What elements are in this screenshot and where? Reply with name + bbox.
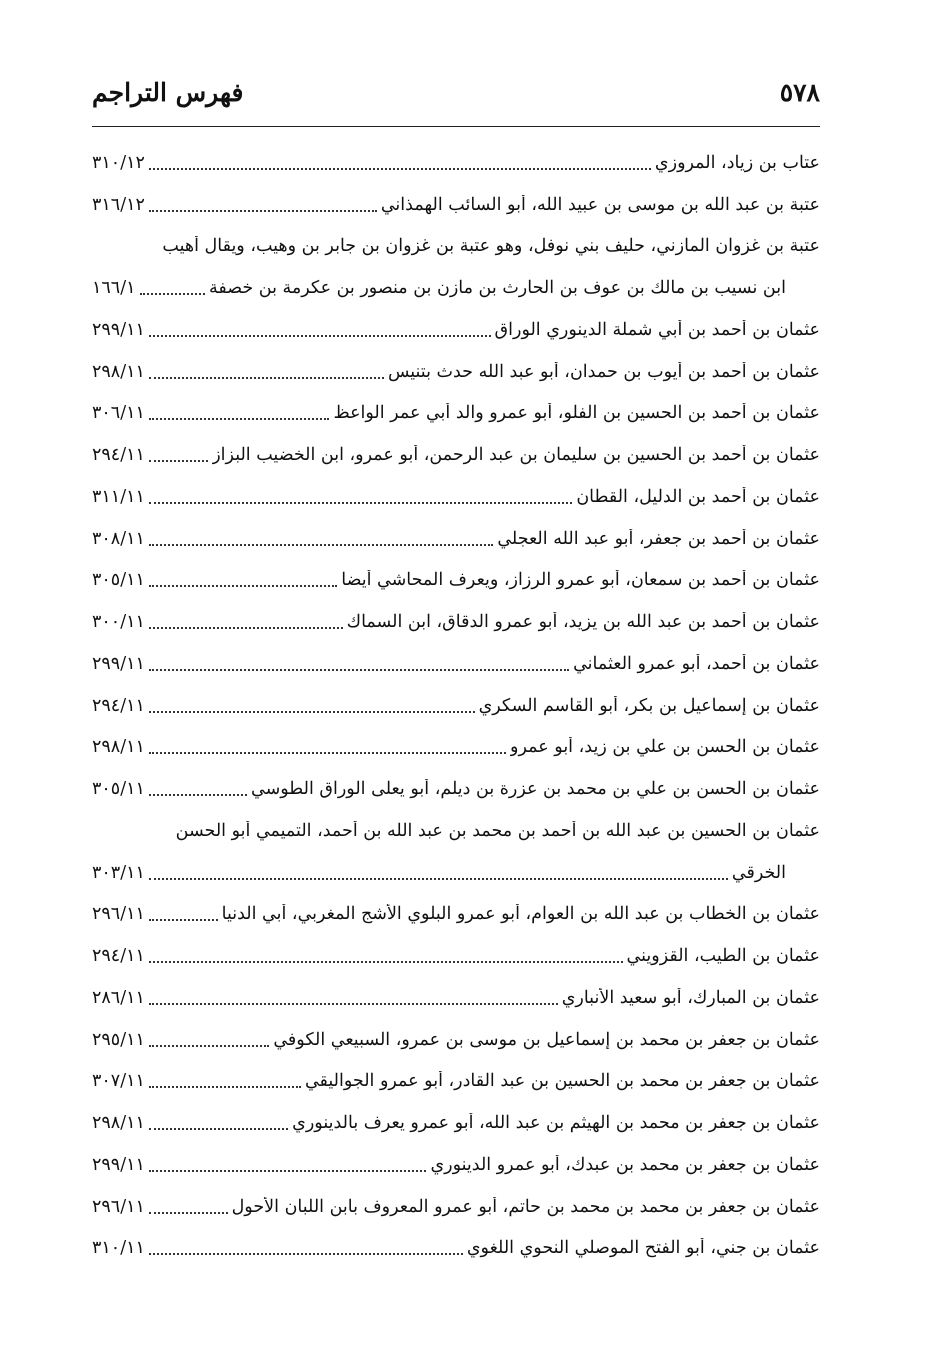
index-entry bbox=[92, 226, 820, 268]
page-title: فهرس التراجم bbox=[92, 77, 244, 107]
leader-dots bbox=[149, 210, 377, 212]
entry-name: عثمان بن جعفر بن محمد بن محمد بن حاتم، أبو عمرو المعروف بابن اللبان الأحول bbox=[231, 1196, 820, 1217]
entry-reference: ٢٩٦/١١ bbox=[92, 904, 145, 925]
index-entry bbox=[92, 184, 820, 226]
entry-name: عثمان بن الحسن بن علي بن محمد بن عزرة بن ديلم، أبو يعلى الوراق الطوسي bbox=[251, 779, 820, 800]
index-entry bbox=[92, 351, 820, 393]
leader-dots bbox=[149, 1045, 269, 1047]
entry-reference: ٢٩٩/١١ bbox=[92, 653, 145, 674]
leader-dots bbox=[149, 377, 384, 379]
leader-dots bbox=[149, 168, 651, 170]
leader-dots bbox=[149, 752, 506, 754]
entry-name: عثمان بن أحمد، أبو عمرو العثماني bbox=[573, 653, 820, 674]
entry-name: ابن نسيب بن مالك بن عوف بن الحارث بن مازن بن منصور بن عكرمة بن خصفة bbox=[208, 278, 786, 299]
index-entry bbox=[92, 643, 820, 685]
leader-dots bbox=[149, 1212, 228, 1214]
page-number: ٥٧٨ bbox=[779, 77, 820, 107]
entry-reference: ٢٩٩/١١ bbox=[92, 1154, 145, 1175]
entry-name: عثمان بن المبارك، أبو سعيد الأنباري bbox=[561, 987, 820, 1008]
entry-name: عثمان بن جعفر بن محمد بن الحسين بن عبد القادر، أبو عمرو الجواليقي bbox=[304, 1071, 820, 1092]
entry-name: عثمان بن جعفر بن محمد بن الهيثم بن عبد الله، أبو عمرو يعرف بالدينوري bbox=[292, 1113, 820, 1134]
entry-name: عثمان بن أحمد بن أبي شملة الدينوري الوراق bbox=[494, 319, 820, 340]
entry-reference: ٢٨٦/١١ bbox=[92, 987, 145, 1008]
leader-dots bbox=[149, 627, 343, 629]
index-entry bbox=[92, 309, 820, 351]
index-entry bbox=[92, 1144, 820, 1186]
leader-dots bbox=[149, 585, 337, 587]
leader-dots bbox=[149, 1086, 301, 1088]
leader-dots bbox=[149, 878, 728, 880]
entry-reference: ٢٩٤/١١ bbox=[92, 445, 145, 466]
leader-dots bbox=[149, 1128, 288, 1130]
entry-name: عثمان بن أحمد بن الدليل، القطان bbox=[576, 486, 820, 507]
leader-dots bbox=[149, 794, 247, 796]
index-entry-continuation bbox=[92, 267, 820, 309]
entry-name: عثمان بن الطيب، القزويني bbox=[626, 946, 820, 967]
index-entry bbox=[92, 685, 820, 727]
leader-dots bbox=[149, 1003, 558, 1005]
entry-name: عثمان بن جعفر بن محمد بن عبدك، أبو عمرو الدينوري bbox=[430, 1154, 820, 1175]
index-entry bbox=[92, 476, 820, 518]
entry-reference: ٣٠٧/١١ bbox=[92, 1071, 145, 1092]
index-entry-continuation bbox=[92, 852, 820, 894]
entry-name: عتاب بن زياد، المروزي bbox=[654, 152, 820, 173]
leader-dots bbox=[149, 335, 491, 337]
index-entry bbox=[92, 1228, 820, 1270]
entry-name: عثمان بن أحمد بن سمعان، أبو عمرو الرزاز، ويعرف المحاشي أيضا bbox=[341, 570, 820, 591]
entry-reference: ٣٠٨/١١ bbox=[92, 528, 145, 549]
leader-dots bbox=[149, 1170, 427, 1172]
entry-reference: ٢٩٤/١١ bbox=[92, 946, 145, 967]
entry-name: عثمان بن أحمد بن عبد الله بن يزيد، أبو عمرو الدقاق، ابن السماك bbox=[346, 612, 820, 633]
entry-reference: ٢٩٨/١١ bbox=[92, 737, 145, 758]
leader-dots bbox=[149, 502, 572, 504]
index-entry bbox=[92, 518, 820, 560]
leader-dots bbox=[149, 544, 493, 546]
leader-dots bbox=[140, 293, 205, 295]
entry-reference: ٣١٠/١١ bbox=[92, 1238, 145, 1259]
entry-reference: ٢٩٨/١١ bbox=[92, 1113, 145, 1134]
entry-name: عثمان بن أحمد بن الحسين بن الفلو، أبو عمرو والد أبي عمر الواعظ bbox=[333, 403, 820, 424]
index-entry bbox=[92, 810, 820, 852]
index-entry bbox=[92, 1061, 820, 1103]
entry-reference: ٢٩٩/١١ bbox=[92, 319, 145, 340]
index-entry bbox=[92, 393, 820, 435]
entry-name: عثمان بن الخطاب بن عبد الله بن العوام، أبو عمرو البلوي الأشج المغربي، أبي الدنيا bbox=[221, 904, 820, 925]
index-entry bbox=[92, 727, 820, 769]
running-header bbox=[92, 72, 820, 112]
entry-name: عثمان بن الحسن بن علي بن زيد، أبو عمرو bbox=[510, 737, 820, 758]
entry-name: عتبة بن غزوان المازني، حليف بني نوفل، وهو عتبة بن غزوان بن جابر بن وهيب، ويقال أهيب bbox=[162, 236, 820, 257]
index-entry bbox=[92, 601, 820, 643]
entry-reference: ٣١٠/١٢ bbox=[92, 152, 145, 173]
entry-reference: ٣٠٣/١١ bbox=[92, 862, 145, 883]
entry-reference: ٢٩٤/١١ bbox=[92, 695, 145, 716]
index-entry bbox=[92, 142, 820, 184]
biography-index-list bbox=[92, 142, 820, 1269]
index-entry bbox=[92, 768, 820, 810]
entry-reference: ٣١١/١١ bbox=[92, 486, 145, 507]
index-entry bbox=[92, 1186, 820, 1228]
entry-reference: ١٦٦/١ bbox=[92, 278, 136, 299]
entry-reference: ٣٠٠/١١ bbox=[92, 612, 145, 633]
entry-name: الخرقي bbox=[731, 862, 786, 883]
index-entry bbox=[92, 1019, 820, 1061]
entry-reference: ٣٠٦/١١ bbox=[92, 403, 145, 424]
entry-reference: ٣١٦/١٢ bbox=[92, 194, 145, 215]
leader-dots bbox=[149, 961, 623, 963]
header-divider bbox=[92, 126, 820, 127]
entry-name: عثمان بن أحمد بن الحسين بن سليمان بن عبد الرحمن، أبو عمرو، ابن الخضيب البزاز bbox=[212, 445, 820, 466]
entry-name: عتبة بن عبد الله بن موسى بن عبيد الله، أبو السائب الهمذاني bbox=[380, 194, 820, 215]
leader-dots bbox=[149, 418, 330, 420]
index-entry bbox=[92, 434, 820, 476]
entry-name: عثمان بن جعفر بن محمد بن إسماعيل بن موسى بن عمرو، السبيعي الكوفي bbox=[273, 1029, 820, 1050]
index-entry bbox=[92, 935, 820, 977]
entry-name: عثمان بن جني، أبو الفتح الموصلي النحوي اللغوي bbox=[466, 1238, 820, 1259]
entry-name: عثمان بن إسماعيل بن بكر، أبو القاسم السكري bbox=[478, 695, 820, 716]
leader-dots bbox=[149, 711, 475, 713]
entry-reference: ٢٩٥/١١ bbox=[92, 1029, 145, 1050]
entry-name: عثمان بن أحمد بن أيوب بن حمدان، أبو عبد الله حدث بتنيس bbox=[387, 361, 820, 382]
entry-name: عثمان بن أحمد بن جعفر، أبو عبد الله العجلي bbox=[497, 528, 820, 549]
index-entry bbox=[92, 1102, 820, 1144]
entry-reference: ٣٠٥/١١ bbox=[92, 779, 145, 800]
index-entry bbox=[92, 977, 820, 1019]
leader-dots bbox=[149, 919, 218, 921]
index-entry bbox=[92, 894, 820, 936]
entry-reference: ٢٩٦/١١ bbox=[92, 1196, 145, 1217]
leader-dots bbox=[149, 669, 569, 671]
entry-reference: ٣٠٥/١١ bbox=[92, 570, 145, 591]
entry-name: عثمان بن الحسين بن عبد الله بن أحمد بن محمد بن عبد الله بن أحمد، التميمي أبو الحسن bbox=[175, 820, 820, 841]
leader-dots bbox=[149, 460, 208, 462]
entry-reference: ٢٩٨/١١ bbox=[92, 361, 145, 382]
index-entry bbox=[92, 560, 820, 602]
leader-dots bbox=[149, 1253, 463, 1255]
scan-speck bbox=[428, 1333, 432, 1337]
